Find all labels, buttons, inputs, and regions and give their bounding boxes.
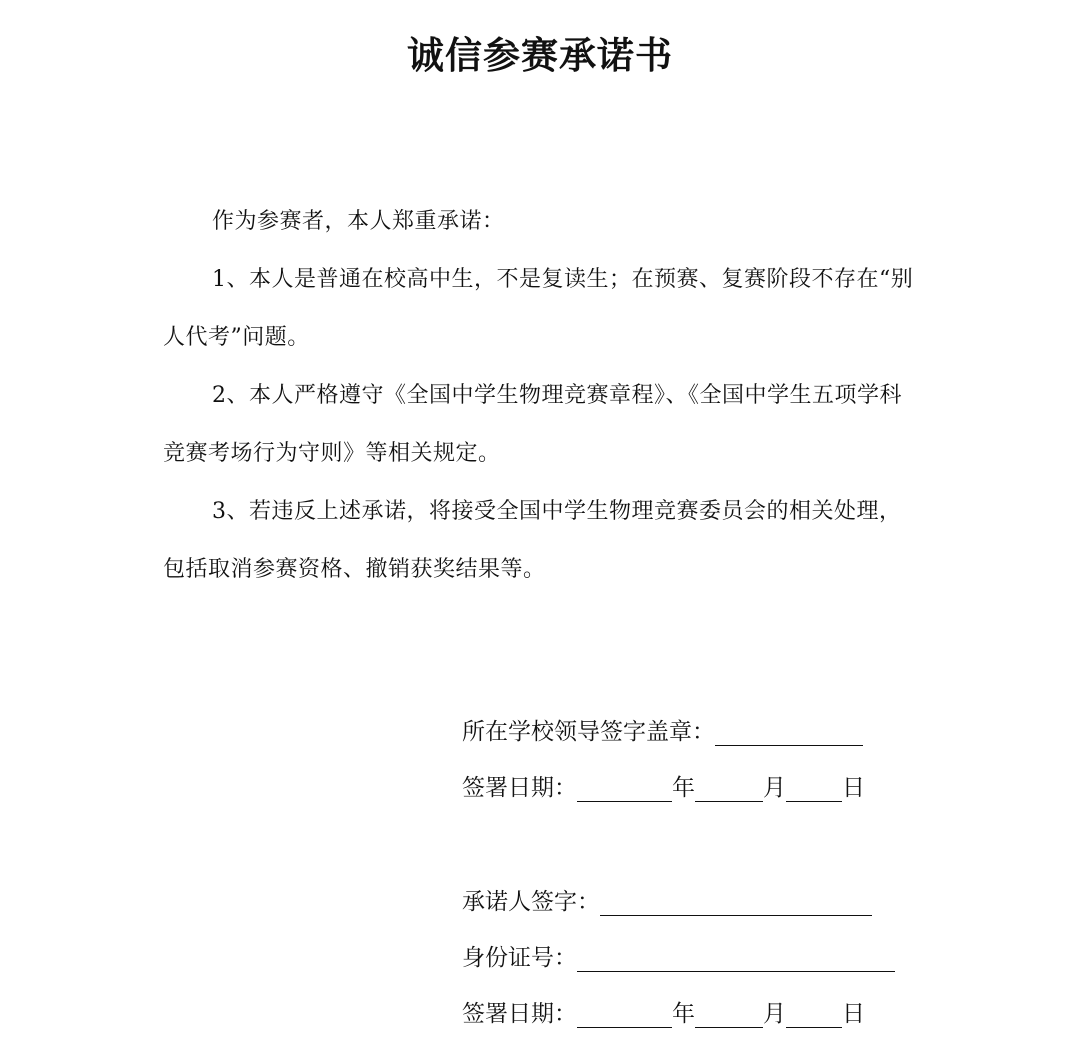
commitment-item-2: 2、本人严格遵守《全国中学生物理竞赛章程》、《全国中学生五项学科竞赛考场行为守则》等相关规定。	[163, 383, 902, 466]
id-number-blank[interactable]	[577, 943, 895, 972]
promiser-date-row	[462, 996, 865, 1032]
school-sign-blank[interactable]	[715, 717, 863, 746]
promiser-sign-label: 承诺人签字：	[462, 889, 600, 915]
document-title: 诚信参赛承诺书	[407, 34, 673, 77]
school-month-blank[interactable]	[695, 773, 763, 802]
school-year-label: 年	[672, 775, 695, 801]
school-day-blank[interactable]	[786, 773, 842, 802]
promiser-month-blank[interactable]	[695, 999, 763, 1028]
school-day-label: 日	[842, 775, 865, 801]
school-month-label: 月	[763, 775, 786, 801]
school-sign-label: 所在学校领导签字盖章：	[462, 719, 715, 745]
id-number-row	[462, 940, 895, 976]
promiser-sign-blank[interactable]	[600, 887, 872, 916]
promiser-date-label: 签署日期：	[462, 1001, 577, 1027]
promiser-year-label: 年	[672, 1001, 695, 1027]
promiser-month-label: 月	[763, 1001, 786, 1027]
promiser-sign-row	[462, 884, 872, 920]
promiser-day-blank[interactable]	[786, 999, 842, 1028]
school-date-row	[462, 770, 865, 806]
school-year-blank[interactable]	[577, 773, 672, 802]
commitment-item-3: 3、若违反上述承诺，将接受全国中学生物理竞赛委员会的相关处理，包括取消参赛资格、撤销获奖结果等。	[163, 499, 902, 582]
promiser-day-label: 日	[842, 1001, 865, 1027]
school-date-label: 签署日期：	[462, 775, 577, 801]
id-number-label: 身份证号：	[462, 945, 577, 971]
intro-text: 作为参赛者，本人郑重承诺：	[212, 209, 505, 234]
promiser-year-blank[interactable]	[577, 999, 672, 1028]
document-body	[163, 193, 923, 599]
commitment-item-1: 1、本人是普通在校高中生，不是复读生；在预赛、复赛阶段不存在“别人代考”问题。	[163, 267, 914, 350]
school-sign-row	[462, 714, 863, 750]
